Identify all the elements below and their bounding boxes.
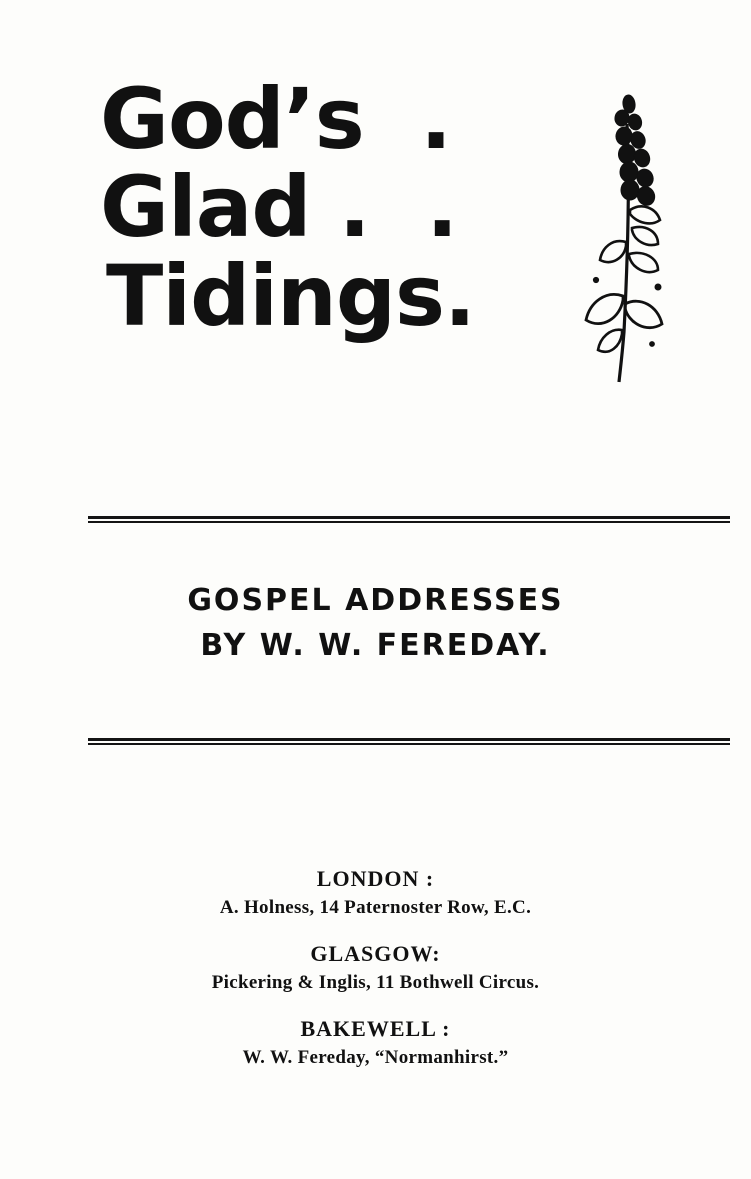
flower-sprig-ornament (572, 82, 682, 392)
imprint-city: LONDON : (316, 866, 435, 891)
divider-rule-bottom (88, 738, 730, 747)
imprint-city: BAKEWELL : (300, 1016, 451, 1041)
imprint-detail: Pickering & Inglis, 11 Bothwell Circus. (211, 972, 540, 993)
title-line-1: God’s . (100, 70, 452, 168)
publisher-imprint (0, 866, 751, 1091)
book-title (92, 70, 522, 345)
imprint-entry (0, 941, 751, 994)
imprint-city: GLASGOW: (310, 941, 441, 966)
subtitle-block (0, 578, 751, 668)
title-line-3: Tidings. (106, 246, 475, 345)
imprint-entry (0, 866, 751, 919)
subtitle-line-2: BY W. W. FEREDAY. (200, 628, 551, 663)
subtitle-line-1: GOSPEL ADDRESSES (187, 583, 564, 618)
imprint-detail: W. W. Fereday, “Normanhirst.” (242, 1047, 509, 1068)
title-line-2: Glad . . (100, 158, 458, 257)
imprint-detail: A. Holness, 14 Paternoster Row, E.C. (219, 897, 532, 918)
divider-rule-top (88, 516, 730, 525)
imprint-entry (0, 1016, 751, 1069)
